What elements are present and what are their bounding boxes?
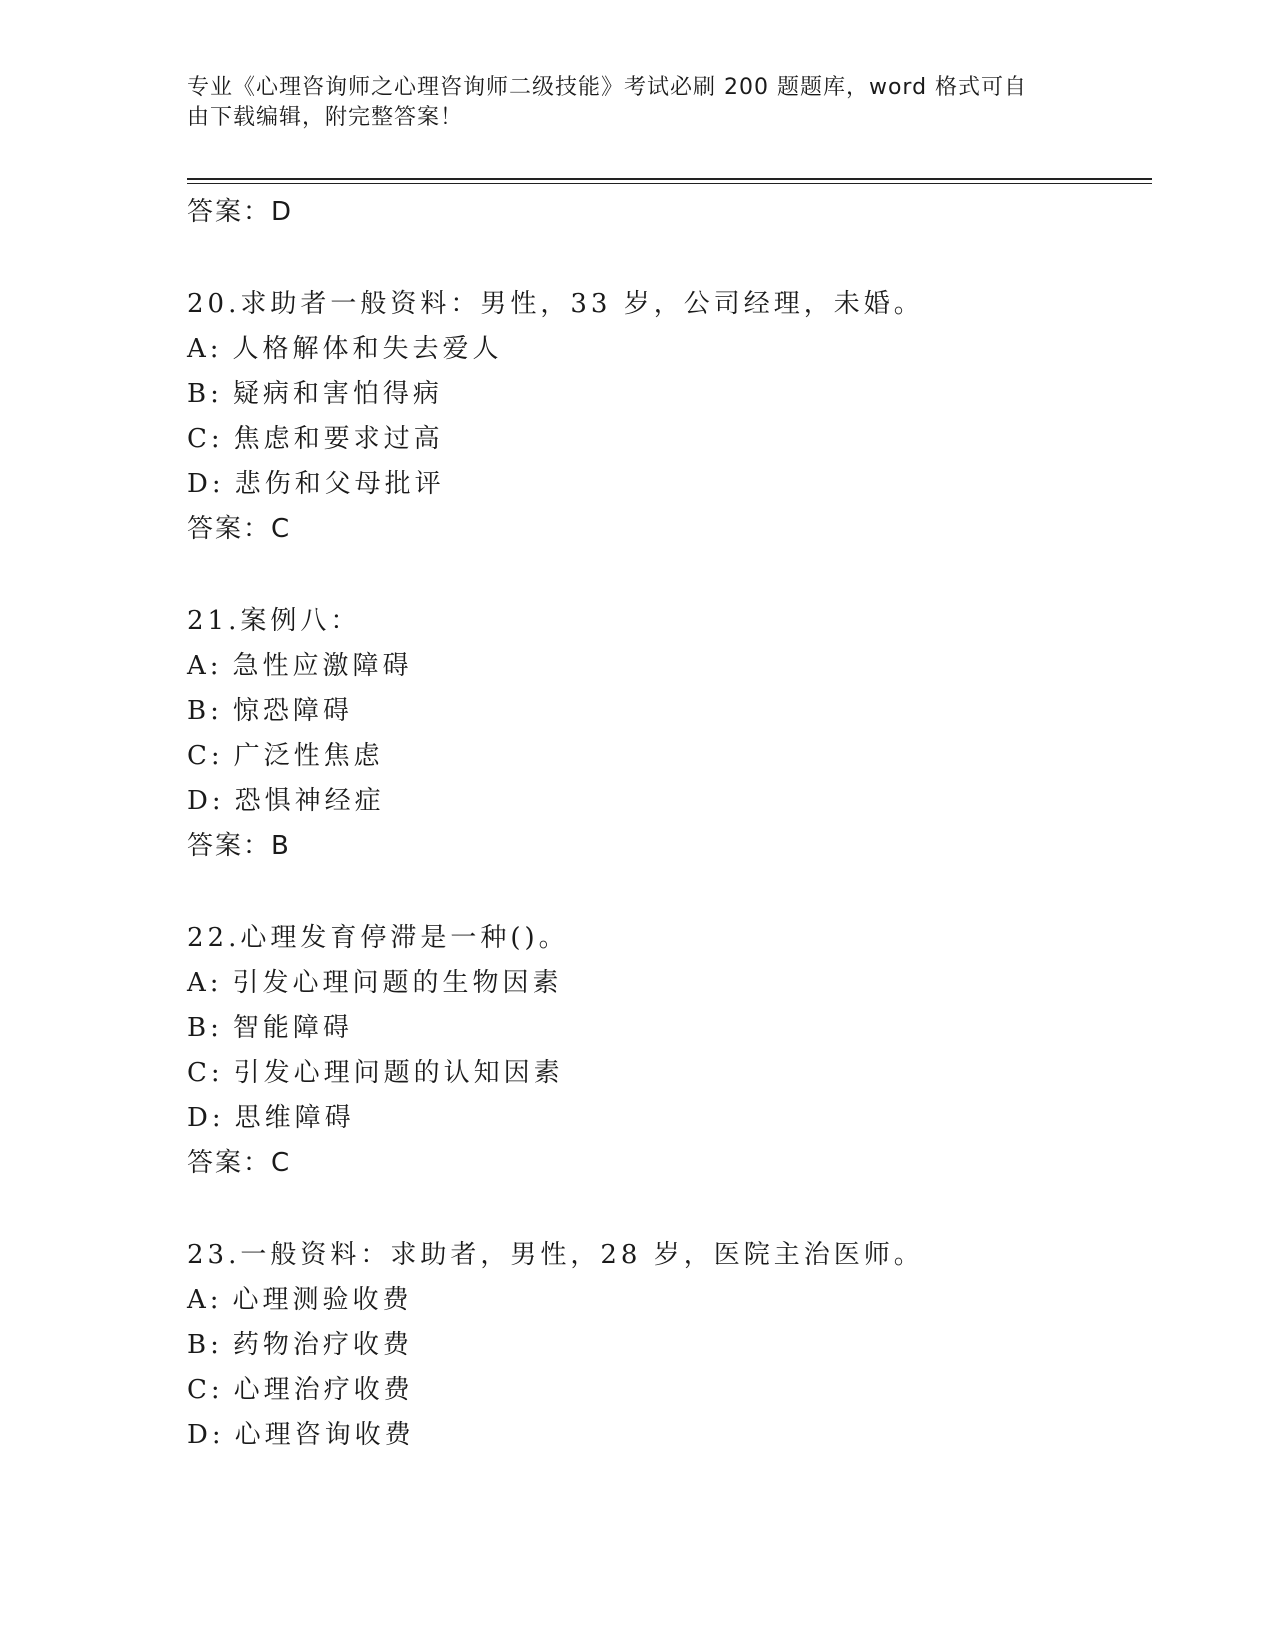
- option-text: 惊恐障碍: [232, 696, 353, 726]
- option-d: [187, 1413, 1147, 1458]
- option-key: B:: [187, 1013, 223, 1043]
- option-b: [187, 689, 1147, 734]
- header-divider-thick: [187, 178, 1152, 180]
- option-key: A:: [187, 334, 223, 364]
- option-c: [187, 734, 1147, 779]
- option-key: D:: [187, 786, 225, 816]
- header-line-2: 由下载编辑，附完整答案！: [187, 105, 464, 130]
- question-stem: 22.心理发育停滞是一种()。: [187, 923, 569, 953]
- question-item: [187, 916, 1147, 1186]
- option-key: A:: [187, 1285, 223, 1315]
- option-key: B:: [187, 696, 223, 726]
- option-a: [187, 961, 1147, 1006]
- option-d: [187, 1096, 1147, 1141]
- option-key: C:: [187, 1058, 224, 1088]
- option-key: B:: [187, 1330, 223, 1360]
- option-key: D:: [187, 469, 225, 499]
- question-list: [187, 190, 1147, 1458]
- option-text: 智能障碍: [232, 1013, 353, 1043]
- option-a: [187, 1278, 1147, 1323]
- document-header: [187, 73, 1067, 133]
- question-item: [187, 599, 1147, 869]
- option-key: A:: [187, 651, 223, 681]
- option-key: C:: [187, 741, 224, 771]
- question-item: [187, 282, 1147, 552]
- header-divider-thin: [187, 183, 1152, 184]
- option-b: [187, 1006, 1147, 1051]
- option-text: 药物治疗收费: [232, 1330, 413, 1360]
- option-key: C:: [187, 1375, 224, 1405]
- option-c: [187, 1051, 1147, 1096]
- option-d: [187, 779, 1147, 824]
- option-text: 恐惧神经症: [234, 786, 385, 816]
- option-d: [187, 462, 1147, 507]
- option-text: 心理咨询收费: [234, 1420, 415, 1450]
- option-key: C:: [187, 424, 224, 454]
- header-line-1: 专业《心理咨询师之心理咨询师二级技能》考试必刷 200 题题库，word 格式可自: [187, 75, 1028, 100]
- option-text: 心理测验收费: [232, 1285, 413, 1315]
- question-stem: 23.一般资料：求助者，男性，28 岁，医院主治医师。: [187, 1240, 924, 1270]
- answer-line: 答案：C: [187, 514, 292, 544]
- option-text: 人格解体和失去爱人: [232, 334, 503, 364]
- option-key: D:: [187, 1103, 225, 1133]
- option-text: 心理治疗收费: [233, 1375, 414, 1405]
- option-text: 焦虑和要求过高: [233, 424, 444, 454]
- option-text: 引发心理问题的生物因素: [232, 968, 563, 998]
- question-item: [187, 1233, 1147, 1458]
- option-text: 思维障碍: [234, 1103, 355, 1133]
- question-stem: 21.案例八：: [187, 606, 361, 636]
- question-stem: 20.求助者一般资料：男性，33 岁，公司经理，未婚。: [187, 289, 924, 319]
- option-a: [187, 327, 1147, 372]
- option-text: 引发心理问题的认知因素: [233, 1058, 564, 1088]
- option-c: [187, 1368, 1147, 1413]
- option-b: [187, 372, 1147, 417]
- option-c: [187, 417, 1147, 462]
- option-key: D:: [187, 1420, 225, 1450]
- answer-line: 答案：B: [187, 831, 291, 861]
- option-text: 广泛性焦虑: [233, 741, 384, 771]
- answer-line: 答案：D: [187, 197, 294, 227]
- option-key: A:: [187, 968, 223, 998]
- option-key: B:: [187, 379, 223, 409]
- option-text: 急性应激障碍: [232, 651, 413, 681]
- option-text: 疑病和害怕得病: [232, 379, 443, 409]
- option-text: 悲伤和父母批评: [234, 469, 445, 499]
- option-a: [187, 644, 1147, 689]
- option-b: [187, 1323, 1147, 1368]
- answer-line: 答案：C: [187, 1148, 292, 1178]
